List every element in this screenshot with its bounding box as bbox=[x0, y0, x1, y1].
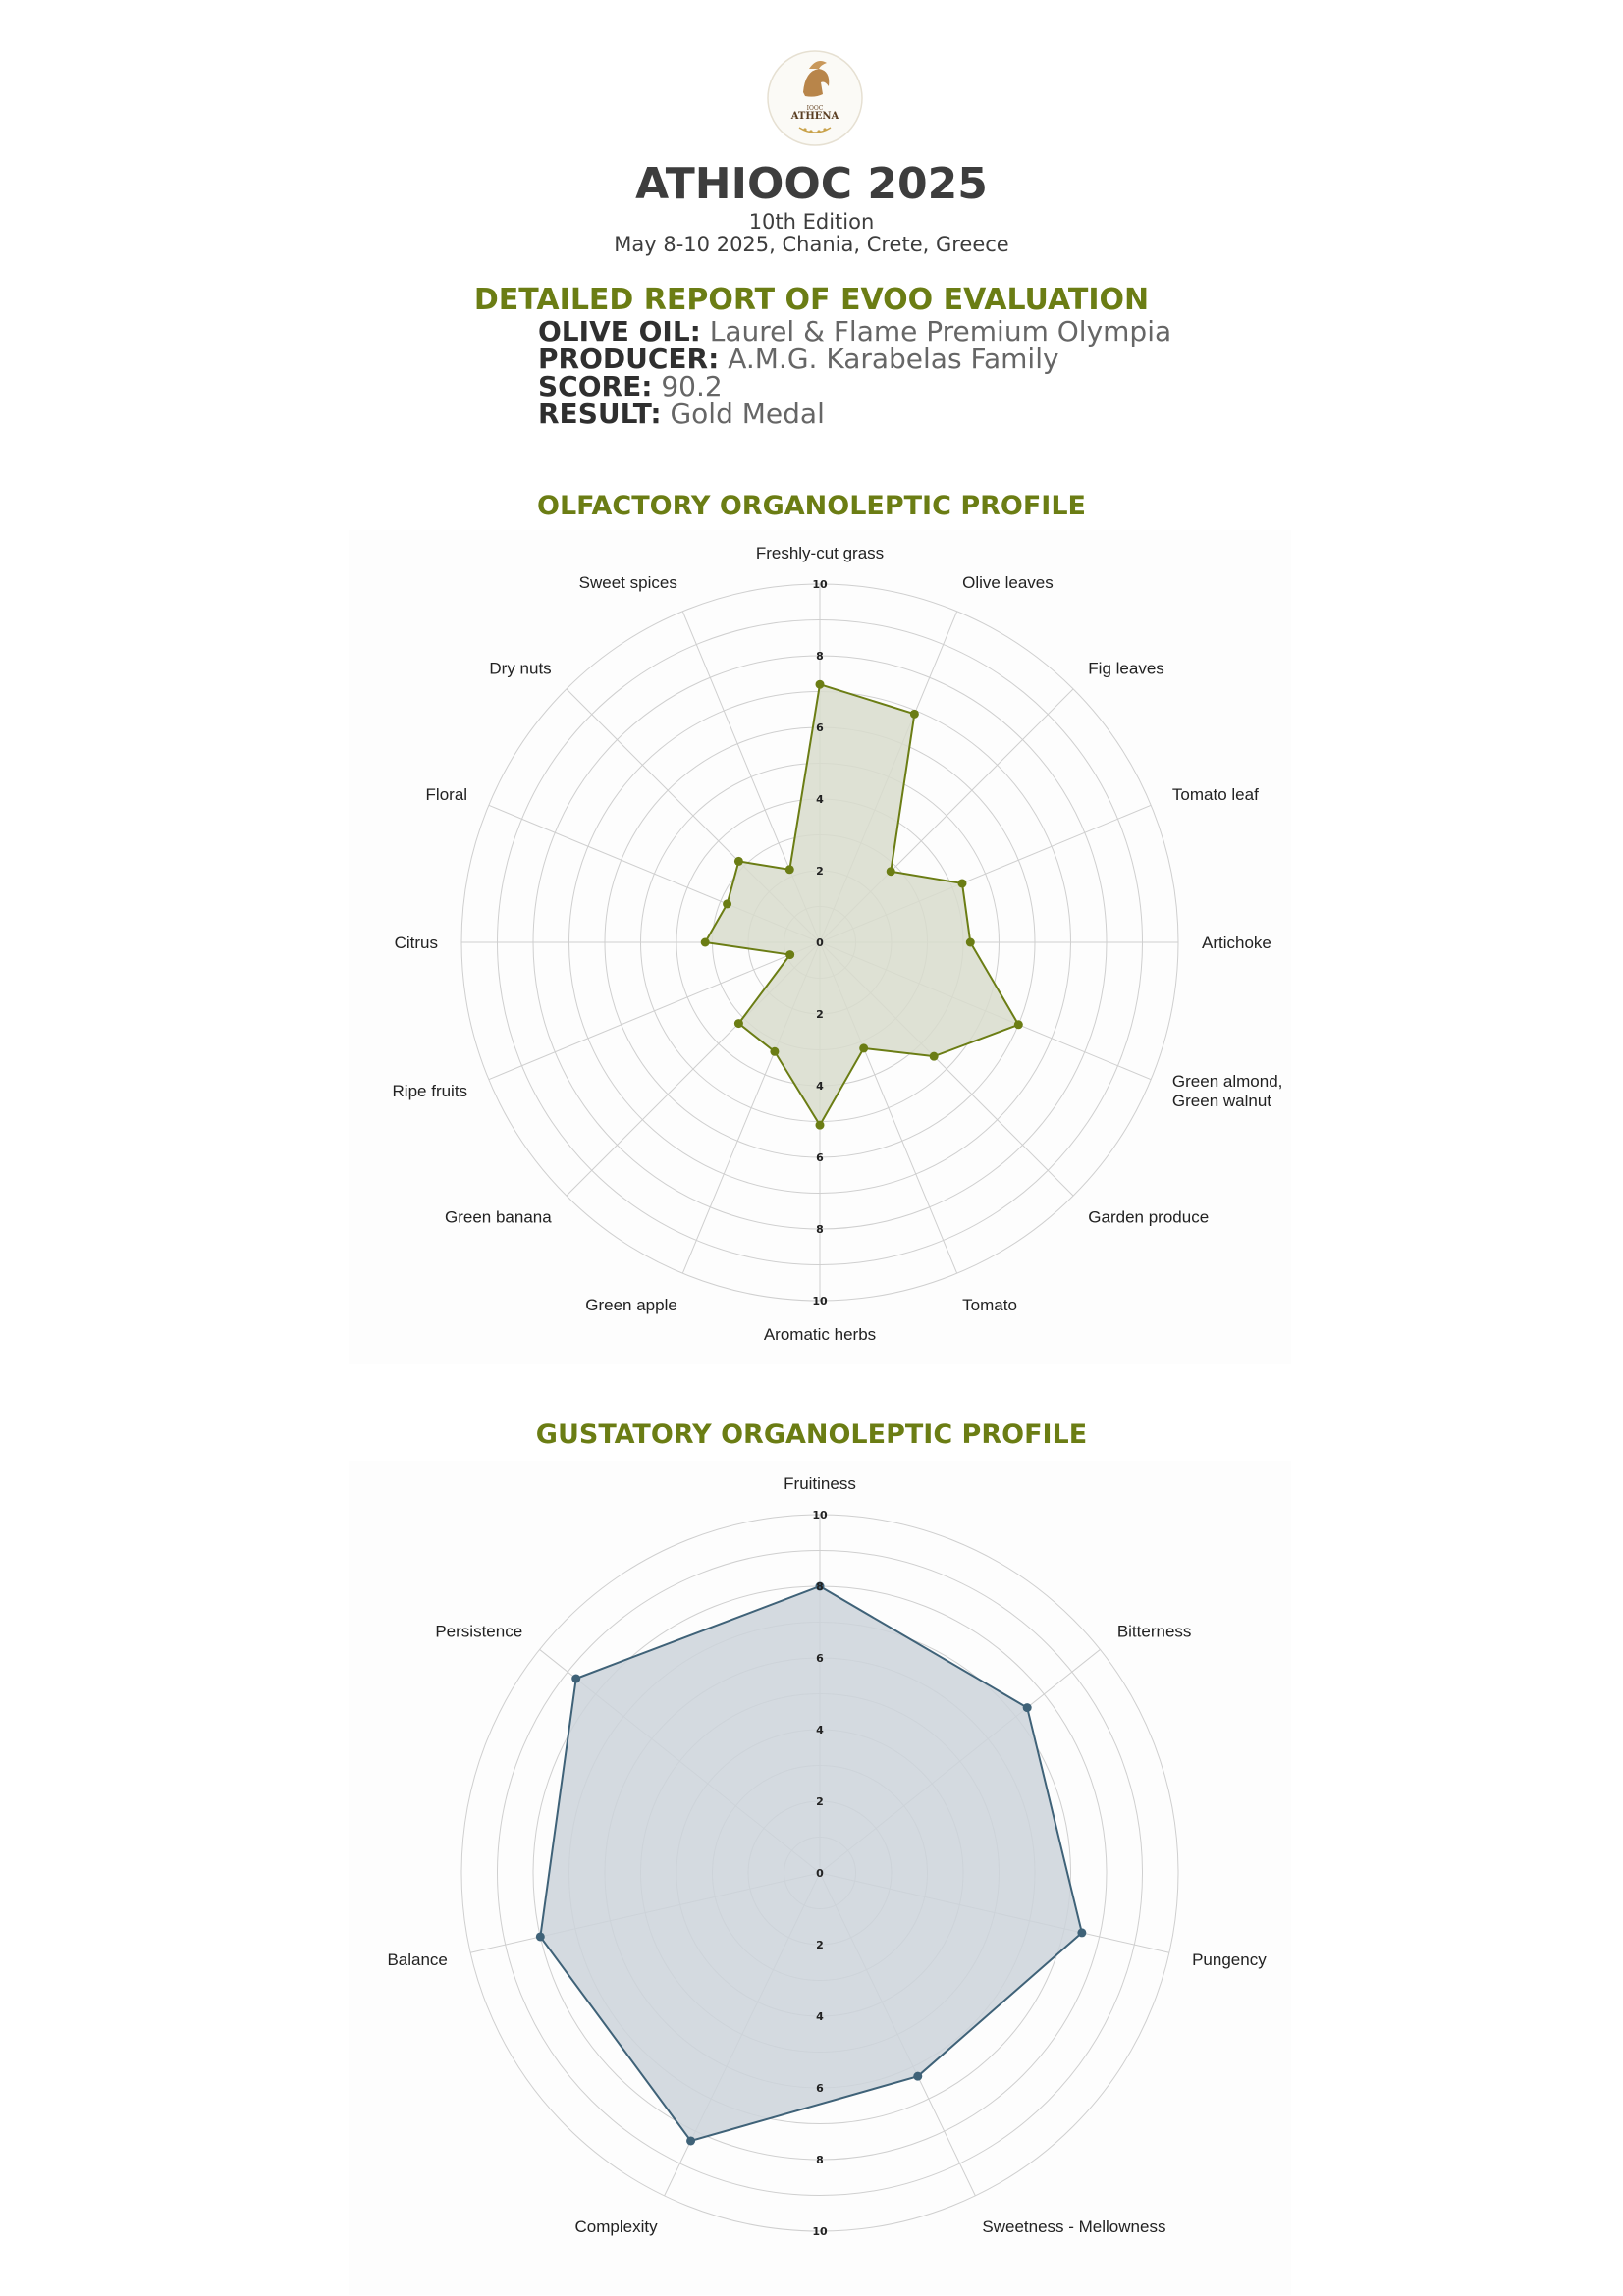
score-value: 90.2 bbox=[661, 370, 723, 402]
data-point bbox=[686, 2136, 695, 2145]
axis-label: Tomato leaf bbox=[1171, 784, 1259, 804]
data-point bbox=[701, 938, 710, 947]
olive-oil-value: Laurel & Flame Premium Olympia bbox=[709, 315, 1172, 347]
tick-label: 10 bbox=[812, 2225, 828, 2238]
axis-label: Persistence bbox=[435, 1622, 523, 1641]
axis-label: Ripe fruits bbox=[392, 1082, 468, 1101]
data-point bbox=[785, 865, 794, 874]
score-row bbox=[538, 370, 1171, 402]
data-point bbox=[770, 1047, 779, 1056]
tick-label: 6 bbox=[816, 2082, 824, 2095]
axis-label: Freshly-cut grass bbox=[755, 544, 885, 562]
tick-label: 8 bbox=[816, 1580, 824, 1593]
logo-small-text: IOOC bbox=[806, 105, 824, 112]
data-point bbox=[1023, 1703, 1032, 1712]
tick-label: 10 bbox=[812, 1295, 828, 1308]
axis-label: Citrus bbox=[394, 934, 438, 952]
data-point bbox=[536, 1932, 545, 1941]
axis-label: Fruitiness bbox=[784, 1474, 856, 1493]
olfactory-chart-title: OLFACTORY ORGANOLEPTIC PROFILE bbox=[537, 491, 1086, 521]
olive-oil-row bbox=[538, 315, 1172, 347]
data-point bbox=[930, 1052, 939, 1061]
tick-label: 0 bbox=[816, 1867, 824, 1880]
axis-label: Green apple bbox=[585, 1295, 677, 1314]
axis-label: Bitterness bbox=[1116, 1622, 1192, 1641]
tick-label: 6 bbox=[816, 721, 824, 734]
tick-label: 4 bbox=[816, 1724, 824, 1736]
olfactory-radar-chart bbox=[349, 530, 1291, 1364]
tick-label: 2 bbox=[816, 1939, 824, 1951]
tick-label: 2 bbox=[816, 1008, 824, 1021]
data-point bbox=[571, 1675, 580, 1683]
producer-row bbox=[538, 343, 1171, 375]
data-point bbox=[1014, 1020, 1023, 1029]
event-edition: 10th Edition bbox=[748, 210, 875, 234]
report-info bbox=[538, 315, 1172, 430]
result-value: Gold Medal bbox=[670, 398, 825, 430]
axis-label: Aromatic herbs bbox=[763, 1325, 877, 1344]
tick-label: 10 bbox=[812, 578, 828, 591]
gustatory-chart-title: GUSTATORY ORGANOLEPTIC PROFILE bbox=[535, 1419, 1088, 1450]
report-title: DETAILED REPORT OF EVOO EVALUATION bbox=[473, 283, 1150, 317]
data-point bbox=[966, 938, 975, 947]
data-point bbox=[723, 899, 731, 908]
data-point bbox=[734, 857, 743, 866]
event-dates: May 8-10 2025, Chania, Crete, Greece bbox=[614, 233, 1009, 256]
tick-label: 2 bbox=[816, 865, 824, 878]
axis-label: Sweet spices bbox=[578, 573, 677, 593]
axis-label: Floral bbox=[425, 784, 468, 804]
tick-label: 4 bbox=[816, 793, 824, 806]
axis-label: Fig leaves bbox=[1088, 659, 1164, 678]
data-point bbox=[816, 1121, 825, 1130]
axis-label: Sweetness - Mellowness bbox=[982, 2216, 1166, 2236]
result-row bbox=[538, 400, 1171, 428]
tick-label: 8 bbox=[816, 650, 824, 663]
data-point bbox=[734, 1019, 743, 1028]
gustatory-radar-chart bbox=[349, 1461, 1291, 2295]
data-point bbox=[958, 879, 967, 887]
result-label: RESULT: bbox=[538, 398, 662, 430]
producer-value: A.M.G. Karabelas Family bbox=[728, 343, 1059, 375]
tick-label: 6 bbox=[816, 1151, 824, 1164]
data-point bbox=[887, 867, 895, 876]
axis-label: Green banana bbox=[444, 1207, 552, 1227]
logo-name: ATHENA bbox=[790, 111, 839, 122]
data-point bbox=[913, 2072, 922, 2081]
tick-label: 8 bbox=[816, 2154, 824, 2166]
producer-label: PRODUCER: bbox=[538, 343, 720, 375]
tick-label: 10 bbox=[812, 1509, 828, 1522]
axis-label: Garden produce bbox=[1088, 1207, 1210, 1227]
data-point bbox=[1077, 1928, 1086, 1937]
olive-oil-label: OLIVE OIL: bbox=[538, 315, 701, 347]
axis-label: Tomato bbox=[962, 1295, 1017, 1314]
tick-label: 4 bbox=[816, 1080, 824, 1093]
data-point bbox=[785, 950, 794, 959]
data-point bbox=[910, 710, 919, 719]
tick-label: 2 bbox=[816, 1795, 824, 1808]
axis-label: Green almond, Green walnut bbox=[1171, 1072, 1283, 1111]
axis-label: Artichoke bbox=[1202, 934, 1271, 952]
tick-label: 4 bbox=[816, 2010, 824, 2023]
data-point bbox=[816, 680, 825, 689]
tick-label: 6 bbox=[816, 1652, 824, 1665]
axis-label: Complexity bbox=[574, 2216, 658, 2236]
axis-label: Olive leaves bbox=[962, 573, 1054, 593]
event-title: ATHIOOC 2025 bbox=[635, 159, 988, 209]
axis-label: Balance bbox=[387, 1949, 448, 1969]
tick-label: 0 bbox=[816, 936, 824, 949]
axis-label: Pungency bbox=[1192, 1949, 1267, 1969]
athena-logo bbox=[766, 49, 864, 147]
axis-label: Dry nuts bbox=[489, 659, 552, 678]
score-label: SCORE: bbox=[538, 370, 653, 402]
tick-label: 8 bbox=[816, 1223, 824, 1236]
data-point bbox=[859, 1043, 868, 1052]
